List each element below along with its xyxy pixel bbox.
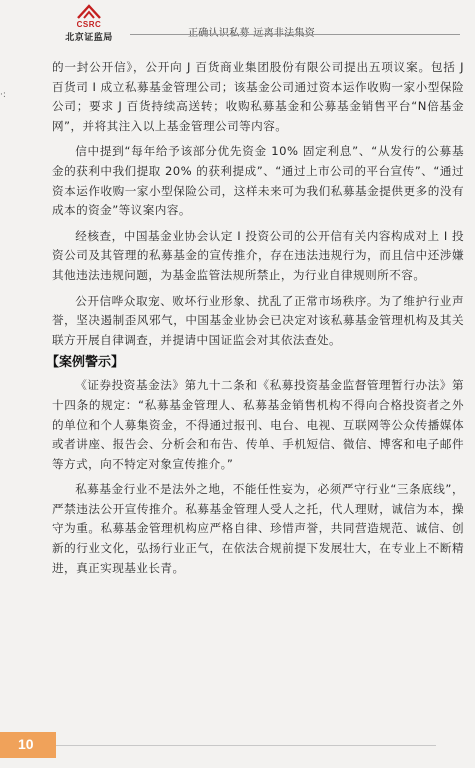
logo-chinese: 北京证监局 [65,33,113,43]
logo-english: CSRC [76,20,102,29]
paragraph: 信中提到“每年给予该部分优先资金 10% 固定利息”、“从发行的公募基金的获利中我们提取 20% 的获利提成”、“通过上市公司的平台宣传”、“通过资本运作收购一家小型保险公司，这样未来可为我们私募基金提供更多的没有成本的资金”等议案内容。 [52,144,464,218]
paragraph: 经核查，中国基金业协会认定 I 投资公司的公开信有关内容构成对上 I 投资公司及其管理的私募基金的宣传推介，存在违法违规行为，而且信中还涉嫌其他违法违规问题，为基金监管法规所禁止，为行业自律规则所不容。 [52,228,464,282]
footer-rule [56,745,436,746]
header-title [188,24,315,39]
csrc-logo [54,4,124,46]
paragraph: 《证券投资基金法》第九十二条和《私募投资基金监督管理暂行办法》第十四条的规定：“私募基金管理人、私募基金销售机构不得向合格投资者之外的单位和个人募集资金，不得通过报刊、电台、电视、互联网等公众传播媒体或者讲座、报告会、分析会和布告、传单、手机短信、微信、博客和电子邮件等方式，向不特定对象宣传推介。” [52,378,464,471]
side-dot-marker: ·: [0,90,6,100]
main-content [46,58,464,578]
paragraph: 的一封公开信》，公开向 J 百货商业集团股份有限公司提出五项议案。包括 J 百货司 I 成立私募基金管理公司；该基金公司通过资本运作收购一家小型保险公司；要求 J 百货持续高送转；收购私募基金和公募基金销售平台“N倍基金网”，并将其注入以上基金管理公司等内容。 [52,60,464,133]
paragraph: 私募基金行业不是法外之地，不能任性妄为，必须严守行业“三条底线”，严禁违法公开宣传推介。私募基金管理人受人之托，代人理财，诚信为本，操守为重。私募基金管理机构应严格自律、珍惜声誉，共同营造规范、诚信、创新的行业文化，弘扬行业正气，在依法合规前提下发展壮大，在专业上不断精进，真正实现基业长青。 [52,482,464,575]
csrc-emblem-icon [76,4,102,20]
section-title: 【案例警示】 [46,355,125,371]
header-rule [130,34,460,35]
paragraph: 公开信哗众取宠、败坏行业形象、扰乱了正常市场秩序。为了维护行业声誉，坚决遏制歪风邪气，中国基金业协会已决定对该私募基金管理机构及其关联方开展自律调查，并提请中国证监会对其依法查处。 [52,293,464,347]
page-header [0,0,475,48]
page-number: 10 [18,736,34,752]
